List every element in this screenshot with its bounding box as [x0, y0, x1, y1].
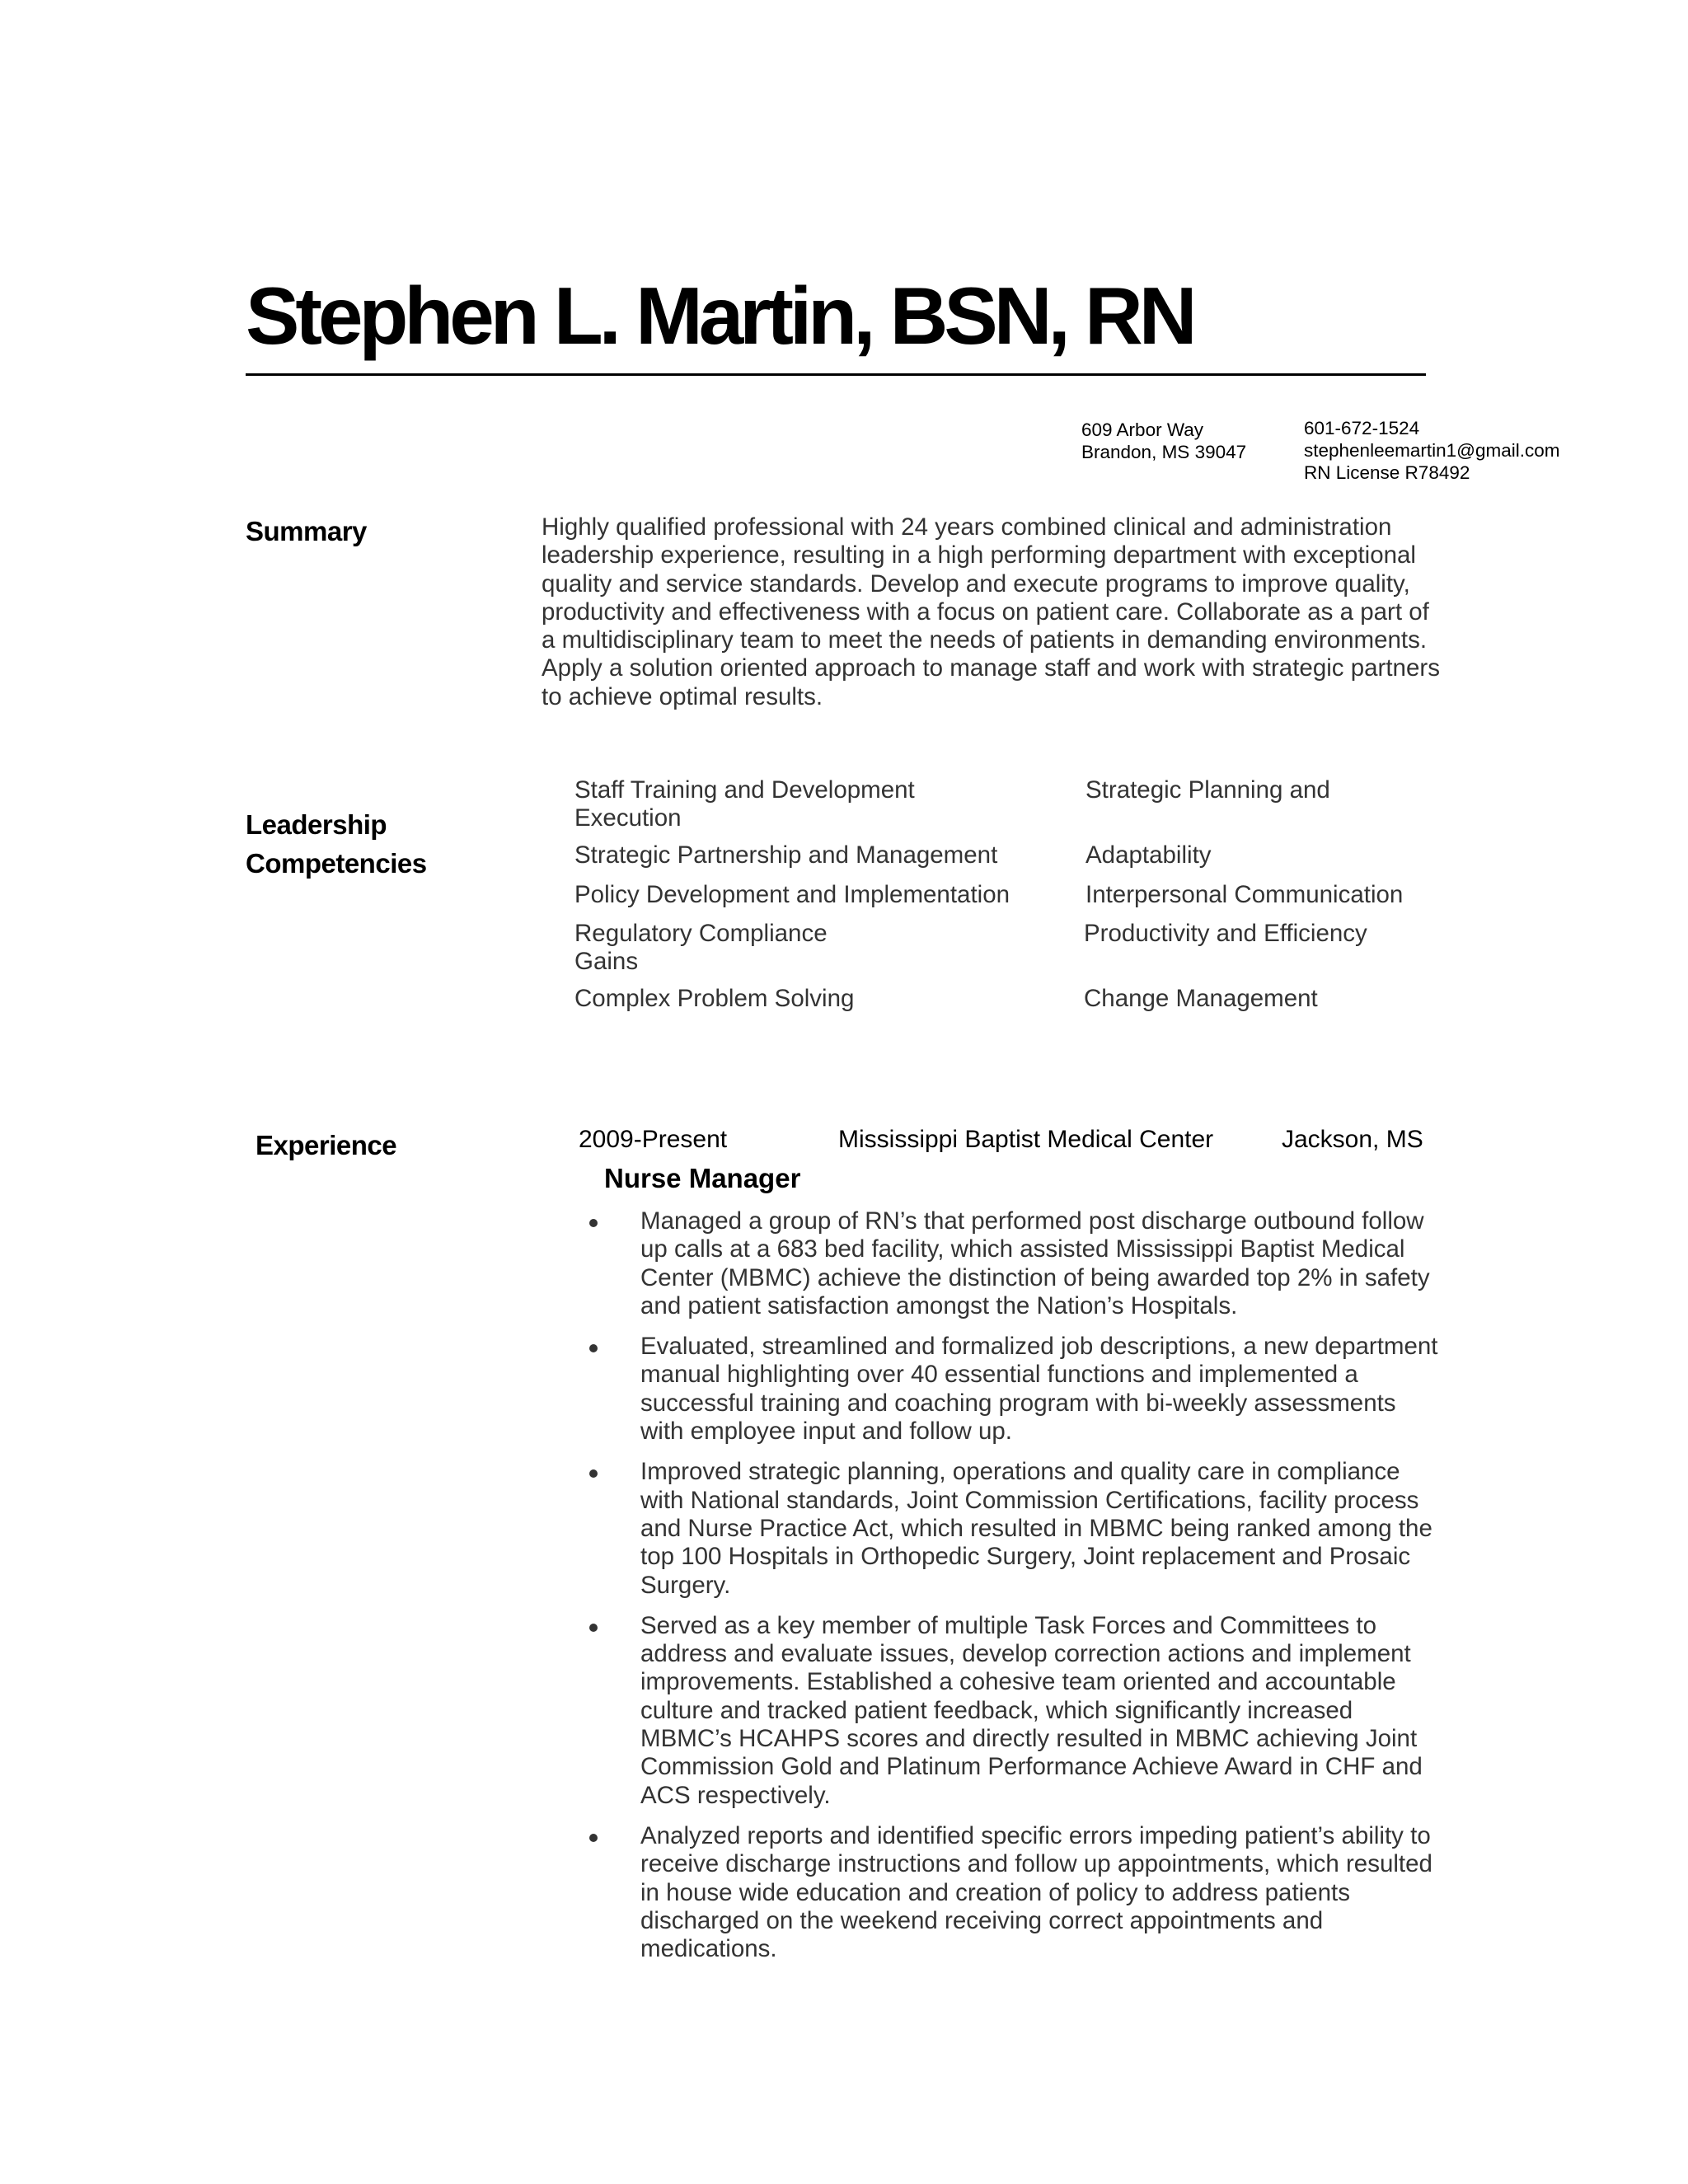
competency-item [574, 920, 828, 976]
competency-label: Staff Training and Development [574, 776, 915, 804]
competency-label: Execution [574, 804, 682, 832]
competency-item [1084, 920, 1367, 948]
bullet-icon [589, 1344, 598, 1352]
job-bullet [581, 1612, 1442, 1810]
bullet-icon [589, 1624, 598, 1632]
competency-item [574, 881, 1010, 909]
city-state-zip: Brandon, MS 39047 [1081, 442, 1247, 462]
competency-label: Strategic Partnership and Management [574, 841, 998, 869]
contact-block [1304, 417, 1560, 484]
competency-label: Adaptability [1085, 841, 1212, 869]
bullet-icon [589, 1834, 598, 1842]
experience-heading: Experience [256, 1130, 397, 1160]
job-dates: 2009-Present [579, 1126, 728, 1153]
competency-label: Complex Problem Solving [574, 985, 855, 1012]
email-address: stephenleemartin1@gmail.com [1304, 440, 1560, 461]
job-bullet [581, 1458, 1442, 1599]
bullet-icon [589, 1469, 598, 1478]
bullet-text: Improved strategic planning, operations and quality care in compliance with National standards, Joint Commission Certifications, facility process and Nurse Practice Act, which resulted in MBMC being ranked among the top 100 Hospitals in Orthopedic Surgery, Joint replacement and Prosaic Surgery. [640, 1458, 1432, 1599]
job-bullet-list [581, 1207, 1442, 1975]
job-bullet [581, 1207, 1442, 1320]
competency-label: Strategic Planning and [1085, 776, 1330, 804]
competency-label: Change Management [1084, 985, 1318, 1012]
street-address: 609 Arbor Way [1081, 419, 1203, 440]
job-location: Jackson, MS [1282, 1126, 1423, 1153]
job-bullet [581, 1822, 1442, 1963]
competency-label: Regulatory Compliance [574, 920, 828, 947]
competency-item [574, 985, 854, 1013]
job-title: Nurse Manager [604, 1163, 801, 1193]
resume-name: Stephen L. Martin, BSN, RN [246, 270, 1193, 361]
competency-item [1085, 776, 1330, 804]
rn-license: RN License R78492 [1304, 462, 1470, 483]
summary-text: Highly qualified professional with 24 years combined clinical and administration leadership experience, resulting in a high performing department with exceptional quality and service standards. Develop and execute programs to improve quality, productivity and effectiveness with a focus on patient care. Collaborate as a part of a multidisciplinary team to meet the needs of patients in demanding environments. Apply a solution oriented approach to manage staff and work with strategic partners to achieve optimal results. [542, 513, 1440, 710]
competency-item [574, 841, 997, 869]
job-bullet [581, 1333, 1442, 1446]
competency-label: Productivity and Efficiency [1084, 920, 1367, 947]
bullet-text: Served as a key member of multiple Task Forces and Committees to address and evaluate issues, develop correction actions and implement improvements. Established a cohesive team oriented and accountable culture and tracked patient feedback, which significantly increased MBMC’s HCAHPS scores and directly resulted in MBMC achieving Joint Commission Gold and Platinum Performance Achieve Award in CHF and ACS respectively. [640, 1611, 1423, 1809]
header-divider [246, 373, 1426, 376]
competency-item [1085, 881, 1403, 909]
job-employer: Mississippi Baptist Medical Center [838, 1126, 1214, 1153]
bullet-text: Evaluated, streamlined and formalized job descriptions, a new department manual highlighting over 40 essential functions and implemented a successful training and coaching program with bi-weekly assessments with employee input and follow up. [640, 1333, 1438, 1446]
competencies-heading-line2: Competencies [246, 848, 427, 879]
summary-heading: Summary [246, 516, 367, 546]
bullet-text: Analyzed reports and identified specific errors impeding patient’s ability to receive discharge instructions and follow up appointments, which resulted in house wide education and creation of policy to address patients discharged on the weekend receiving correct appointments and medications. [640, 1821, 1432, 1963]
competencies-heading-line1: Leadership [246, 809, 387, 840]
competency-label: Policy Development and Implementation [574, 881, 1010, 908]
competency-item [1085, 841, 1212, 869]
competency-label: Gains [574, 948, 639, 975]
bullet-icon [589, 1219, 598, 1227]
competency-item [574, 776, 915, 832]
competency-label: Interpersonal Communication [1085, 881, 1404, 908]
bullet-text: Managed a group of RN’s that performed post discharge outbound follow up calls at a 683 bed facility, which assisted Mississippi Baptist Medical Center (MBMC) achieve the distinction of being awarded top 2% in safety and patient satisfaction amongst the Nation’s Hospitals. [640, 1207, 1430, 1319]
competency-item [1084, 985, 1318, 1013]
address-block [1081, 419, 1246, 463]
phone-number: 601-672-1524 [1304, 418, 1420, 438]
